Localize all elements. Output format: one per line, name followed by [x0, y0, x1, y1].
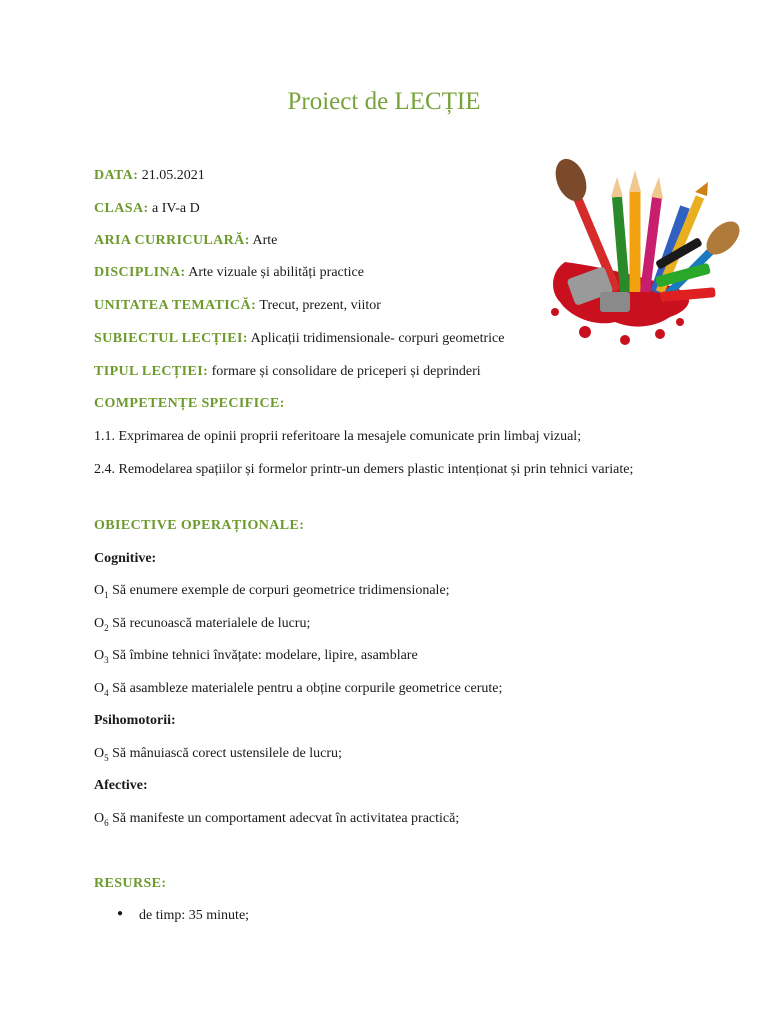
bullet-icon: ●	[117, 908, 124, 919]
field-label: CLASA	[94, 201, 144, 216]
objective-item: $O_4$ Să asambleze materialele pentru a obține corpurile geometrice cerute;	[94, 681, 503, 698]
resource-item: de timp: 35 minute;	[139, 908, 250, 923]
field-tipul: TIPUL LECȚIEI: formare și consolidare de priceperi și deprinderi	[94, 364, 481, 379]
competence-item: 1.1. Exprimarea de opinii proprii referitoare la mesajele comunicate prin limbaj vizual;	[94, 429, 582, 444]
field-disciplina: DISCIPLINA: Arte vizuale și abilități practice	[94, 265, 364, 280]
objective-item: $O_2$ Să recunoască materialele de lucru;	[94, 616, 311, 633]
resources-heading: RESURSE:	[94, 876, 167, 891]
field-label: UNITATEA TEMATICĂ	[94, 298, 252, 313]
objective-item: $O_3$ Să îmbine tehnici învățate: modelare, lipire, asamblare	[94, 648, 418, 665]
field-label: ARIA CURRICULARĂ	[94, 233, 245, 248]
field-label: DATA	[94, 168, 134, 183]
field-value: Arte vizuale și abilități practice	[185, 265, 364, 280]
competence-item: 2.4. Remodelarea spațiilor și formelor printr-un demers plastic intenționat și prin tehnici variate;	[94, 462, 634, 477]
field-value: 21.05.2021	[138, 168, 205, 183]
field-label: DISCIPLINA	[94, 265, 181, 280]
field-data: DATA: 21.05.2021	[94, 168, 205, 183]
objective-item: $O_6$ Să manifeste un comportament adecvat în activitatea practică;	[94, 811, 460, 828]
field-value: a IV-a D	[148, 201, 200, 216]
cognitive-heading: Cognitive:	[94, 551, 157, 566]
field-subiectul: SUBIECTUL LECȚIEI: Aplicații tridimensionale- corpuri geometrice	[94, 331, 505, 346]
psychomotor-heading: Psihomotorii:	[94, 713, 176, 728]
objective-item: $O_5$ Să mânuiască corect ustensilele de lucru;	[94, 746, 342, 763]
competences-heading: COMPETENȚE SPECIFICE:	[94, 396, 285, 411]
objectives-heading: OBIECTIVE OPERAȚIONALE:	[94, 518, 305, 533]
field-value: Arte	[249, 233, 278, 248]
art-supplies-icon	[545, 152, 740, 362]
field-label: TIPUL LECȚIEI	[94, 364, 204, 379]
field-value: formare și consolidare de priceperi și deprinderi	[208, 364, 481, 379]
objective-item: $O_1$ Să enumere exemple de corpuri geometrice tridimensionale;	[94, 583, 450, 600]
affective-heading: Afective:	[94, 778, 148, 793]
field-unitatea: UNITATEA TEMATICĂ: Trecut, prezent, viitor	[94, 298, 381, 313]
page-title: Proiect de LECȚIE	[287, 88, 481, 115]
field-label: SUBIECTUL LECȚIEI	[94, 331, 243, 346]
field-aria: ARIA CURRICULARĂ: Arte	[94, 233, 278, 248]
field-clasa: CLASA: a IV-a D	[94, 201, 200, 216]
field-value: Trecut, prezent, viitor	[256, 298, 381, 313]
field-value: Aplicații tridimensionale- corpuri geometrice	[247, 331, 505, 346]
